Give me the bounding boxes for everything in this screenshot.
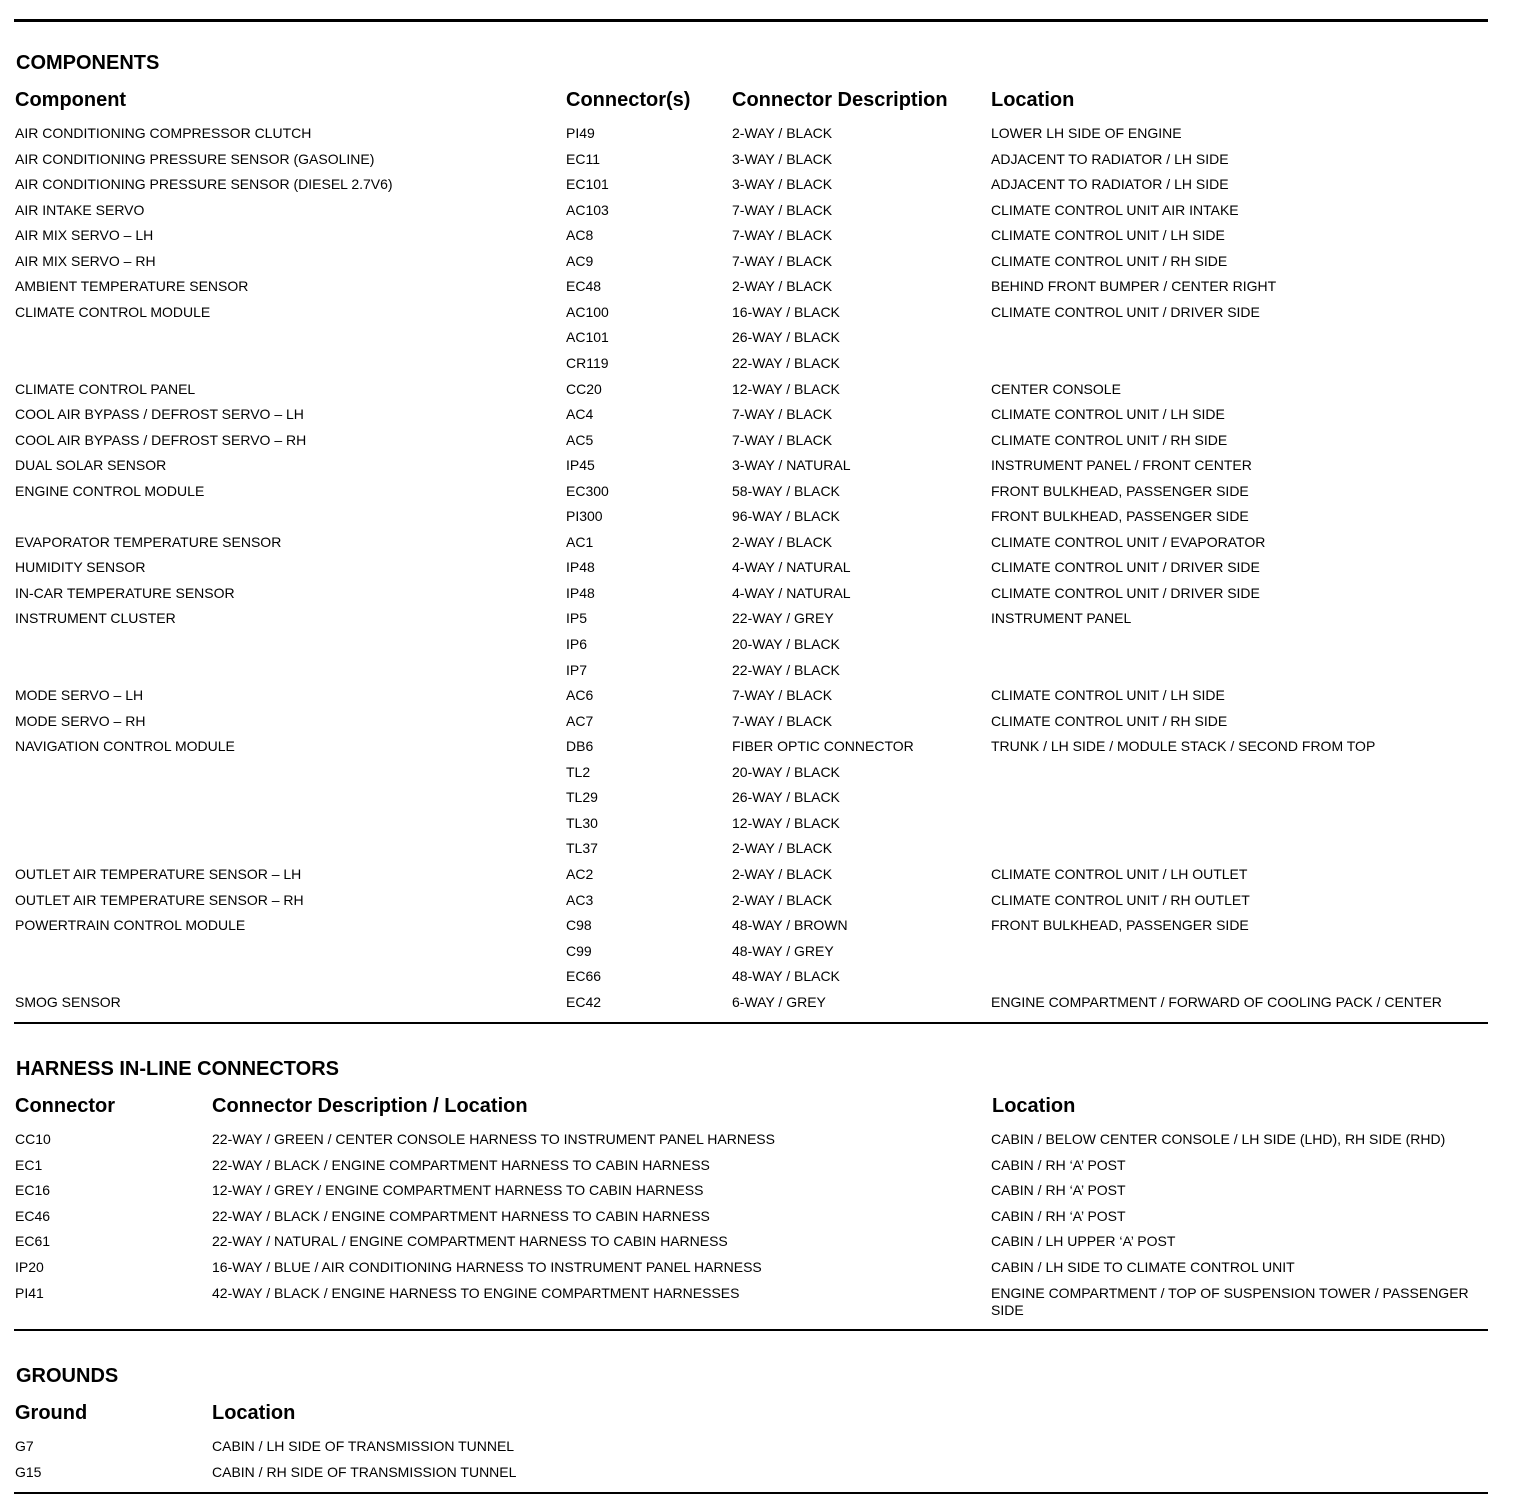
connector-id-cell: AC2 (566, 866, 594, 882)
component-location-cell: ADJACENT TO RADIATOR / LH SIDE (991, 176, 1229, 192)
component-name-cell: ENGINE CONTROL MODULE (15, 483, 205, 499)
harness-description-cell: 12-WAY / GREY / ENGINE COMPARTMENT HARNESS TO CABIN HARNESS (212, 1182, 704, 1198)
component-name-cell: INSTRUMENT CLUSTER (15, 610, 176, 626)
harness-location-cell: ENGINE COMPARTMENT / TOP OF SUSPENSION TOWER / PASSENGER SIDE (991, 1285, 1469, 1318)
connector-description-cell: 48-WAY / BROWN (732, 917, 848, 933)
component-name-cell: EVAPORATOR TEMPERATURE SENSOR (15, 534, 282, 550)
connector-id-cell: AC103 (566, 202, 609, 218)
component-location-cell: CLIMATE CONTROL UNIT / DRIVER SIDE (991, 585, 1260, 601)
component-name-cell: OUTLET AIR TEMPERATURE SENSOR – RH (15, 892, 304, 908)
connector-description-cell: 96-WAY / BLACK (732, 508, 840, 524)
components-header-location: Location (991, 89, 1075, 111)
component-location-cell: LOWER LH SIDE OF ENGINE (991, 125, 1182, 141)
connector-id-cell: PI300 (566, 508, 603, 524)
harness-connector-cell: EC61 (15, 1233, 51, 1249)
component-name-cell: AIR MIX SERVO – RH (15, 253, 156, 269)
connector-description-cell: 2-WAY / BLACK (732, 840, 833, 856)
component-location-cell: ENGINE COMPARTMENT / FORWARD OF COOLING PACK / CENTER (991, 994, 1442, 1010)
component-location-cell: FRONT BULKHEAD, PASSENGER SIDE (991, 483, 1249, 499)
connector-id-cell: AC8 (566, 227, 594, 243)
components-bottom-rule (14, 1022, 1488, 1024)
connector-description-cell: 20-WAY / BLACK (732, 764, 840, 780)
ground-location-cell: CABIN / RH SIDE OF TRANSMISSION TUNNEL (212, 1464, 517, 1480)
harness-location-cell: CABIN / RH ‘A’ POST (991, 1157, 1126, 1173)
component-location-cell: CLIMATE CONTROL UNIT / DRIVER SIDE (991, 304, 1260, 320)
connector-id-cell: IP5 (566, 610, 588, 626)
connector-description-cell: 2-WAY / BLACK (732, 125, 833, 141)
connector-id-cell: PI49 (566, 125, 595, 141)
component-location-cell: CLIMATE CONTROL UNIT / LH OUTLET (991, 866, 1248, 882)
harness-location-cell: CABIN / RH ‘A’ POST (991, 1208, 1126, 1224)
component-location-cell: CLIMATE CONTROL UNIT / LH SIDE (991, 406, 1225, 422)
harness-header-connector: Connector (15, 1095, 115, 1117)
component-location-cell: TRUNK / LH SIDE / MODULE STACK / SECOND FROM TOP (991, 738, 1376, 754)
connector-id-cell: AC101 (566, 329, 609, 345)
component-location-cell: CLIMATE CONTROL UNIT / RH SIDE (991, 432, 1228, 448)
connector-id-cell: C99 (566, 943, 592, 959)
connector-description-cell: 3-WAY / NATURAL (732, 457, 851, 473)
harness-location-cell: CABIN / LH UPPER ‘A’ POST (991, 1233, 1176, 1249)
connector-description-cell: 4-WAY / NATURAL (732, 559, 851, 575)
component-location-cell: INSTRUMENT PANEL / FRONT CENTER (991, 457, 1252, 473)
component-location-cell: FRONT BULKHEAD, PASSENGER SIDE (991, 508, 1249, 524)
component-location-cell: ADJACENT TO RADIATOR / LH SIDE (991, 151, 1229, 167)
top-rule (14, 19, 1488, 22)
connector-description-cell: 7-WAY / BLACK (732, 202, 833, 218)
ground-id-cell: G15 (15, 1464, 42, 1480)
connector-id-cell: AC5 (566, 432, 594, 448)
component-location-cell: CLIMATE CONTROL UNIT / RH SIDE (991, 253, 1228, 269)
connector-id-cell: C98 (566, 917, 592, 933)
harness-location-cell: CABIN / RH ‘A’ POST (991, 1182, 1126, 1198)
connector-description-cell: 3-WAY / BLACK (732, 151, 833, 167)
connector-description-cell: 26-WAY / BLACK (732, 329, 840, 345)
connector-description-cell: 2-WAY / BLACK (732, 278, 833, 294)
component-name-cell: SMOG SENSOR (15, 994, 121, 1010)
component-name-cell: AMBIENT TEMPERATURE SENSOR (15, 278, 249, 294)
connector-id-cell: AC7 (566, 713, 594, 729)
connector-description-cell: 48-WAY / GREY (732, 943, 834, 959)
harness-location-cell: CABIN / LH SIDE TO CLIMATE CONTROL UNIT (991, 1259, 1295, 1275)
connector-description-cell: 12-WAY / BLACK (732, 381, 840, 397)
connector-description-cell: 20-WAY / BLACK (732, 636, 840, 652)
connector-description-cell: 2-WAY / BLACK (732, 534, 833, 550)
connector-description-cell: 12-WAY / BLACK (732, 815, 840, 831)
component-location-cell: CENTER CONSOLE (991, 381, 1121, 397)
harness-header-location: Location (992, 1095, 1076, 1117)
harness-section-title: HARNESS IN-LINE CONNECTORS (16, 1058, 339, 1080)
connector-description-cell: 22-WAY / GREY (732, 610, 834, 626)
grounds-bottom-rule (14, 1492, 1488, 1494)
connector-description-cell: 2-WAY / BLACK (732, 892, 833, 908)
component-name-cell: OUTLET AIR TEMPERATURE SENSOR – LH (15, 866, 302, 882)
component-location-cell: CLIMATE CONTROL UNIT / RH OUTLET (991, 892, 1250, 908)
connector-description-cell: 7-WAY / BLACK (732, 406, 833, 422)
connector-id-cell: EC300 (566, 483, 609, 499)
connector-description-cell: 7-WAY / BLACK (732, 687, 833, 703)
component-name-cell: COOL AIR BYPASS / DEFROST SERVO – RH (15, 432, 307, 448)
component-location-cell: INSTRUMENT PANEL (991, 610, 1132, 626)
connector-description-cell: 3-WAY / BLACK (732, 176, 833, 192)
harness-bottom-rule (14, 1329, 1488, 1331)
connector-id-cell: TL2 (566, 764, 591, 780)
harness-description-cell: 22-WAY / NATURAL / ENGINE COMPARTMENT HARNESS TO CABIN HARNESS (212, 1233, 728, 1249)
components-header-connectors: Connector(s) (566, 89, 691, 111)
harness-connector-cell: EC46 (15, 1208, 51, 1224)
component-location-cell: CLIMATE CONTROL UNIT / RH SIDE (991, 713, 1228, 729)
harness-connector-cell: EC1 (15, 1157, 43, 1173)
connector-id-cell: CR119 (566, 355, 609, 371)
connector-id-cell: TL29 (566, 789, 598, 805)
component-location-cell: CLIMATE CONTROL UNIT / EVAPORATOR (991, 534, 1266, 550)
components-header-component: Component (15, 89, 127, 111)
connector-id-cell: AC1 (566, 534, 594, 550)
components-header-description: Connector Description (732, 89, 948, 111)
component-location-cell: CLIMATE CONTROL UNIT / DRIVER SIDE (991, 559, 1260, 575)
component-name-cell: NAVIGATION CONTROL MODULE (15, 738, 235, 754)
connector-id-cell: AC9 (566, 253, 594, 269)
connector-id-cell: IP48 (566, 559, 595, 575)
component-name-cell: MODE SERVO – LH (15, 687, 144, 703)
component-name-cell: AIR CONDITIONING COMPRESSOR CLUTCH (15, 125, 312, 141)
connector-description-cell: 4-WAY / NATURAL (732, 585, 851, 601)
harness-description-cell: 22-WAY / BLACK / ENGINE COMPARTMENT HARNESS TO CABIN HARNESS (212, 1157, 710, 1173)
connector-id-cell: AC100 (566, 304, 609, 320)
connector-description-cell: 22-WAY / BLACK (732, 355, 840, 371)
component-name-cell: AIR CONDITIONING PRESSURE SENSOR (DIESEL 2.7V6) (15, 176, 393, 192)
connector-id-cell: IP48 (566, 585, 595, 601)
connector-id-cell: AC3 (566, 892, 594, 908)
ground-location-cell: CABIN / LH SIDE OF TRANSMISSION TUNNEL (212, 1438, 515, 1454)
ground-id-cell: G7 (15, 1438, 34, 1454)
harness-connector-cell: EC16 (15, 1182, 51, 1198)
component-name-cell: MODE SERVO – RH (15, 713, 146, 729)
component-name-cell: CLIMATE CONTROL PANEL (15, 381, 196, 397)
components-section-title: COMPONENTS (16, 52, 160, 74)
component-name-cell: CLIMATE CONTROL MODULE (15, 304, 211, 320)
component-name-cell: AIR CONDITIONING PRESSURE SENSOR (GASOLINE) (15, 151, 375, 167)
component-name-cell: AIR INTAKE SERVO (15, 202, 145, 218)
harness-location-cell: CABIN / BELOW CENTER CONSOLE / LH SIDE (LHD), RH SIDE (RHD) (991, 1131, 1446, 1147)
component-location-cell: CLIMATE CONTROL UNIT / LH SIDE (991, 227, 1225, 243)
connector-description-cell: 58-WAY / BLACK (732, 483, 840, 499)
connector-description-cell: 7-WAY / BLACK (732, 227, 833, 243)
connector-description-cell: FIBER OPTIC CONNECTOR (732, 738, 914, 754)
connector-description-cell: 26-WAY / BLACK (732, 789, 840, 805)
connector-description-cell: 2-WAY / BLACK (732, 866, 833, 882)
component-location-cell: BEHIND FRONT BUMPER / CENTER RIGHT (991, 278, 1277, 294)
connector-description-cell: 6-WAY / GREY (732, 994, 826, 1010)
connector-id-cell: CC20 (566, 381, 602, 397)
harness-header-description: Connector Description / Location (212, 1095, 528, 1117)
component-location-cell: FRONT BULKHEAD, PASSENGER SIDE (991, 917, 1249, 933)
component-name-cell: IN-CAR TEMPERATURE SENSOR (15, 585, 235, 601)
connector-id-cell: DB6 (566, 738, 594, 754)
component-name-cell: AIR MIX SERVO – LH (15, 227, 154, 243)
connector-description-cell: 7-WAY / BLACK (732, 432, 833, 448)
connector-description-cell: 48-WAY / BLACK (732, 968, 840, 984)
harness-description-cell: 22-WAY / GREEN / CENTER CONSOLE HARNESS TO INSTRUMENT PANEL HARNESS (212, 1131, 775, 1147)
harness-description-cell: 22-WAY / BLACK / ENGINE COMPARTMENT HARNESS TO CABIN HARNESS (212, 1208, 710, 1224)
harness-connector-cell: PI41 (15, 1285, 44, 1301)
harness-connector-cell: IP20 (15, 1259, 44, 1275)
harness-description-cell: 16-WAY / BLUE / AIR CONDITIONING HARNESS TO INSTRUMENT PANEL HARNESS (212, 1259, 762, 1275)
component-name-cell: DUAL SOLAR SENSOR (15, 457, 167, 473)
grounds-section-title: GROUNDS (16, 1365, 119, 1387)
connector-description-cell: 22-WAY / BLACK (732, 662, 840, 678)
connector-id-cell: EC42 (566, 994, 602, 1010)
connector-id-cell: IP7 (566, 662, 588, 678)
connector-id-cell: TL37 (566, 840, 598, 856)
component-location-cell: CLIMATE CONTROL UNIT / LH SIDE (991, 687, 1225, 703)
connector-id-cell: EC48 (566, 278, 602, 294)
harness-description-cell: 42-WAY / BLACK / ENGINE HARNESS TO ENGINE COMPARTMENT HARNESSES (212, 1285, 740, 1301)
connector-id-cell: IP45 (566, 457, 595, 473)
connector-id-cell: TL30 (566, 815, 598, 831)
connector-description-cell: 7-WAY / BLACK (732, 713, 833, 729)
connector-id-cell: EC11 (566, 151, 600, 167)
connector-id-cell: AC6 (566, 687, 594, 703)
connector-id-cell: EC101 (566, 176, 609, 192)
connector-description-cell: 16-WAY / BLACK (732, 304, 840, 320)
component-name-cell: POWERTRAIN CONTROL MODULE (15, 917, 246, 933)
grounds-header-ground: Ground (15, 1402, 88, 1424)
component-name-cell: COOL AIR BYPASS / DEFROST SERVO – LH (15, 406, 304, 422)
connector-description-cell: 7-WAY / BLACK (732, 253, 833, 269)
connector-id-cell: IP6 (566, 636, 588, 652)
harness-connector-cell: CC10 (15, 1131, 51, 1147)
component-location-cell: CLIMATE CONTROL UNIT AIR INTAKE (991, 202, 1239, 218)
connector-id-cell: EC66 (566, 968, 602, 984)
grounds-header-location: Location (212, 1402, 296, 1424)
connector-id-cell: AC4 (566, 406, 594, 422)
component-name-cell: HUMIDITY SENSOR (15, 559, 146, 575)
